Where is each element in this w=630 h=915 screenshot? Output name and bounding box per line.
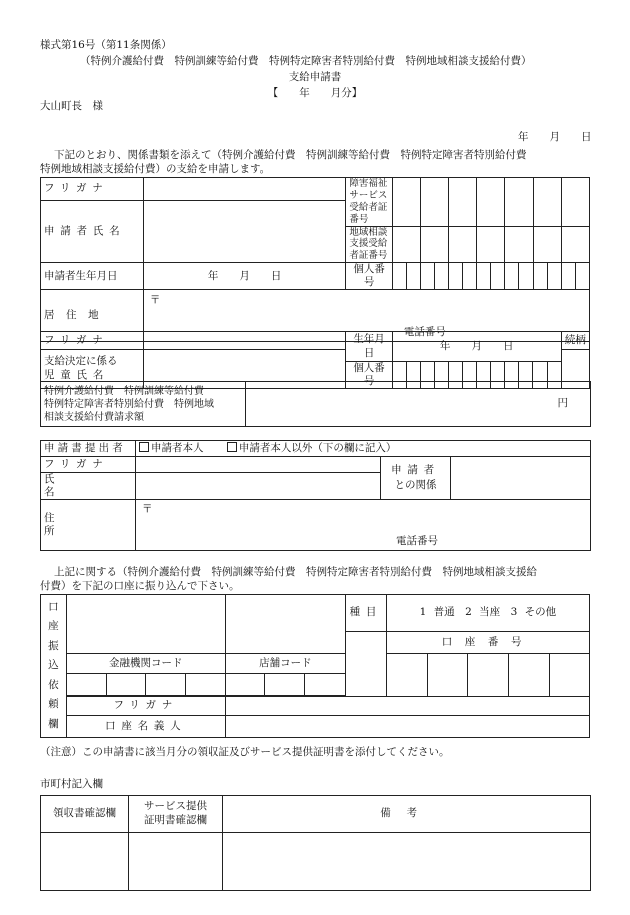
applicant-phone-label: 電話番号: [403, 326, 446, 339]
personal-no-digit[interactable]: [505, 263, 519, 290]
transfer-intro-1: 上記に関する（特例介護給付費 特例訓練等給付費 特例特定障害者特別給付費 特例地域相談支援給: [54, 566, 537, 578]
yen-unit: 円: [557, 397, 568, 410]
account-number-digit[interactable]: [427, 654, 468, 697]
applicant-birth-input[interactable]: 年 月 日: [143, 263, 345, 290]
child-birth-label: 生年月日: [346, 332, 393, 362]
welfare-cert-digit[interactable]: [533, 178, 561, 227]
personal-no-digit[interactable]: [561, 263, 575, 290]
submitter-name-input[interactable]: [136, 473, 381, 500]
child-relation-label: 続柄: [561, 332, 589, 350]
welfare-cert-label: 障害福祉サービス受給者証番号: [346, 178, 393, 227]
bank-code-digit[interactable]: [66, 674, 106, 696]
child-name-label: 支給決定に係る 児童氏名: [41, 350, 144, 389]
submitter-phone-label: 電話番号: [396, 535, 438, 548]
transfer-intro-2: 付費）を下記の口座に振り込んで下さい。: [40, 580, 240, 592]
welfare-cert-digit[interactable]: [561, 178, 589, 227]
holder-furigana-input[interactable]: [225, 697, 589, 716]
notice: （注意）この申請書に該当月分の領収証及びサービス提供証明書を添付してください。: [40, 746, 450, 758]
intro-line-1: 下記のとおり、関係書類を添えて（特例介護給付費 特例訓練等給付費 特例特定障害者特別給付費: [54, 149, 527, 161]
bank-code-digit[interactable]: [146, 674, 186, 696]
submitter-address-input[interactable]: [136, 500, 591, 551]
branch-code-label: 店舗コード: [225, 654, 345, 674]
office-section-title: 市町村記入欄: [40, 778, 103, 790]
regional-cert-digit[interactable]: [421, 226, 449, 263]
form-period: 【 年 月分】: [267, 87, 363, 99]
personal-no-digit[interactable]: [406, 263, 420, 290]
child-furigana-label: フリガナ: [41, 332, 144, 350]
claim-table: [40, 381, 591, 427]
personal-no-digit[interactable]: [519, 263, 533, 290]
child-personal-no-label: 個人番号: [346, 362, 393, 389]
applicant-address-label: 居住地: [41, 290, 144, 342]
bank-code-digit[interactable]: [185, 674, 225, 696]
child-furigana-input[interactable]: [143, 332, 345, 350]
intro-line-2: 特例地域相談支援給付費）の支給を申請します。: [40, 163, 271, 175]
personal-no-digit[interactable]: [547, 263, 561, 290]
account-number-digit[interactable]: [509, 654, 550, 697]
account-number-digit[interactable]: [550, 654, 590, 697]
personal-no-digit[interactable]: [435, 263, 449, 290]
personal-no-digit[interactable]: [449, 263, 463, 290]
applicant-furigana-input[interactable]: [143, 178, 345, 201]
applicant-table: [40, 177, 590, 342]
welfare-cert-digit[interactable]: [421, 178, 449, 227]
personal-no-digit[interactable]: [477, 263, 491, 290]
regional-cert-digit[interactable]: [561, 226, 589, 263]
holder-name-label: 口座名義人: [66, 716, 225, 738]
regional-cert-digit[interactable]: [505, 226, 533, 263]
form-title: 支給申請書: [288, 71, 342, 83]
addressee: 大山町長 様: [40, 100, 103, 112]
service-check-label: サービス提供 証明書確認欄: [129, 796, 223, 833]
application-date: 年 月 日: [518, 131, 592, 143]
submitter-relation-label: 申請者 との関係: [381, 457, 451, 500]
bank-side-label: 口 座 振 込 依 頼 欄: [41, 595, 67, 738]
applicant-name-input[interactable]: [143, 201, 345, 263]
submitter-name-label: 氏名: [41, 473, 136, 500]
regional-cert-label: 地域相談支援受給者証番号: [346, 226, 393, 263]
submitter-table: [40, 440, 591, 551]
claim-amount-input[interactable]: [246, 382, 591, 427]
personal-no-digit[interactable]: [491, 263, 505, 290]
holder-furigana-label: フリガナ: [66, 697, 225, 716]
branch-code-digit[interactable]: [265, 674, 305, 696]
receipt-check-label: 領収書確認欄: [41, 796, 129, 833]
remarks-label: 備考: [223, 796, 591, 833]
claim-label: 特例介護給付費 特例訓練等給付費 特例特定障害者特別給付費 特例地域 相談支援給付費請求額: [41, 382, 246, 427]
branch-name-input[interactable]: [225, 595, 345, 654]
account-blank: [346, 632, 387, 697]
applicant-furigana-label: フリガナ: [41, 178, 144, 201]
regional-cert-digit[interactable]: [392, 226, 420, 263]
account-number-label: 口座番号: [386, 632, 589, 654]
office-table: [40, 795, 591, 891]
submitter-other-checkbox[interactable]: 申請者本人以外（下の欄に記入）: [227, 442, 397, 454]
bank-table: [40, 594, 590, 738]
account-number-digit[interactable]: [468, 654, 509, 697]
submitter-furigana-label: フリガナ: [41, 457, 136, 473]
submitter-options: [136, 441, 591, 457]
submitter-furigana-input[interactable]: [136, 457, 381, 473]
holder-name-input[interactable]: [225, 716, 589, 738]
personal-no-digit[interactable]: [421, 263, 435, 290]
submitter-address-label: 住所: [41, 500, 136, 551]
welfare-cert-digit[interactable]: [477, 178, 505, 227]
regional-cert-digit[interactable]: [477, 226, 505, 263]
personal-no-digit[interactable]: [575, 263, 589, 290]
regional-cert-digit[interactable]: [449, 226, 477, 263]
branch-code-digit[interactable]: [225, 674, 265, 696]
form-number: 様式第16号（第11条関係）: [40, 39, 172, 51]
personal-no-digit[interactable]: [392, 263, 406, 290]
receipt-check-input[interactable]: [41, 833, 129, 891]
submitter-relation-input[interactable]: [451, 457, 591, 500]
account-type-label: 種目: [346, 595, 387, 632]
personal-no-digit[interactable]: [533, 263, 547, 290]
applicant-birth-label: 申請者生年月日: [41, 263, 144, 290]
bank-name-input[interactable]: [66, 595, 225, 654]
welfare-cert-digit[interactable]: [392, 178, 420, 227]
applicant-personal-no-label: 個人番号: [346, 263, 393, 290]
submitter-label: 申請書提出者: [41, 441, 136, 457]
account-type-options[interactable]: 1 普通 2 当座 3 その他: [386, 595, 589, 632]
service-check-input[interactable]: [129, 833, 223, 891]
branch-code-digit[interactable]: [305, 674, 346, 696]
form-subtitle: （特例介護給付費 特例訓練等給付費 特例特定障害者特別給付費 特例地域相談支援給付費）: [80, 55, 532, 67]
bank-code-digit[interactable]: [106, 674, 146, 696]
child-birth-input[interactable]: 年 月 日: [392, 332, 561, 362]
welfare-cert-digit[interactable]: [449, 178, 477, 227]
welfare-cert-digit[interactable]: [505, 178, 533, 227]
submitter-self-checkbox[interactable]: 申請者本人: [139, 442, 204, 454]
regional-cert-digit[interactable]: [533, 226, 561, 263]
postal-mark: 〒: [149, 294, 161, 307]
applicant-name-label: 申請者氏名: [41, 201, 144, 263]
postal-mark: 〒: [142, 503, 153, 516]
bank-code-label: 金融機関コード: [66, 654, 225, 674]
personal-no-digit[interactable]: [463, 263, 477, 290]
remarks-input[interactable]: [223, 833, 591, 891]
account-number-digit[interactable]: [386, 654, 427, 697]
